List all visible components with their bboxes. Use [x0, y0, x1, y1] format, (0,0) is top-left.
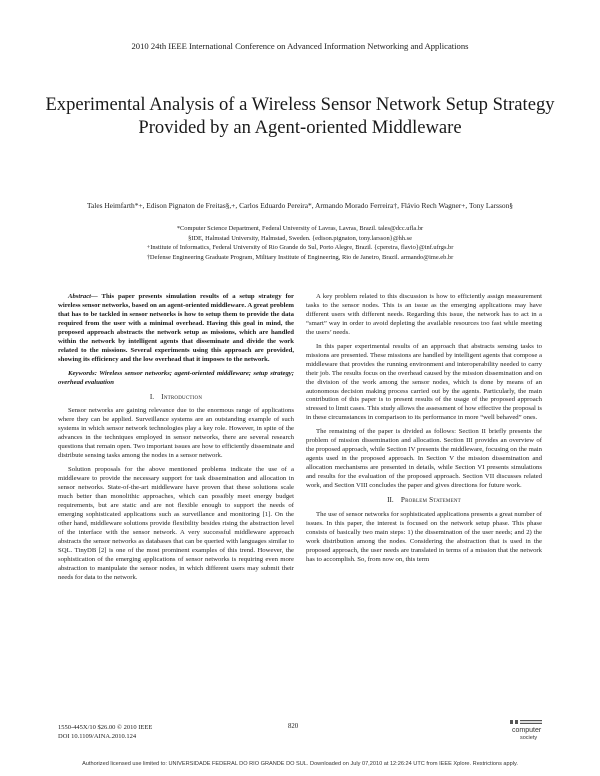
affiliation-line: §IDE, Halmstad University, Halmstad, Sweden. {edison.pignaton, tony.larsson}@hh.se — [188, 234, 412, 242]
section-number: II. — [387, 496, 394, 505]
paragraph: In this paper experimental results of an approach that abstracts sensing tasks to missions are presented. These missions are handled by intelligent agents that compose a middleware that provides the running environment and interoperability needed to carry their job. The results focus on the overhead caused by the mission dissemination and on the division of the work among the sensor nodes, which is done by means of an autonomous decision making process carried out by the agents. Particularly, the main contribution of this paper is to present results of the usage of the proposed approach stressed to limit cases. This study allows the assessment of how effective the proposal is in these circumstances in comparison to its performance in more “well behaved” ones. — [306, 342, 542, 422]
affiliations — [40, 224, 560, 262]
conference-header: 2010 24th IEEE International Conference on Advanced Information Networking and Applications — [131, 41, 469, 51]
paragraph: The remaining of the paper is divided as follows: Section II briefly presents the problem of mission dissemination and allocation. Section III provides an overview of the proposed approach, while Section IV presents the middleware, focusing on the main agents used in the proposed approach. In Section V the mission dissemination and allocation mechanisms are presented in details, while Section VI presents simulations and results for the evaluation of the proposed approach. Section VII discusses related work, and Section VIII concludes the paper and gives directions for future work. — [306, 428, 542, 490]
affiliation-line: +Institute of Informatics, Federal University of Rio Grande do Sul, Porto Alegre, Brazil. {cpereira, flavio}@inf.ufrgs.br — [146, 244, 454, 252]
paragraph: Solution proposals for the above mentioned problems indicate the use of a middleware to provide the necessary support for task dissemination and allocation in sensor networks. State-of-the-art middleware have proven that these solutions scale much better than monolithic approaches, which can possibly meet energy budget requirements, but are static and are not flexible enough to support the needs of emerging sophisticated applications such as surveillance and monitoring [1]. On the other hand, middleware solutions provide flexibility besides rising the abstraction level of the interface with the sensor network. A very successful middleware approach abstracts the sensor networks as databases that can be queried with languages similar to SQL. TinyDB [2] is one of the most prominent examples of this trend. However, the sophistication of the emerging applications of sensor networks is requiring even more abstraction to manipulate the sensor nodes, in which different users may submit their needs for data to the network. — [58, 466, 294, 581]
logo-word: computer — [512, 727, 542, 734]
section-title: Introduction — [161, 392, 203, 401]
abstract — [58, 293, 294, 365]
right-column — [306, 293, 542, 570]
section-number: I. — [149, 392, 155, 401]
paragraph: Sensor networks are gaining relevance due to the enormous range of applications where they can be applied. Surveillance systems are an outstanding example of such systems in which sensor network technologies play a key role. However, in spite of the advances in the techniques employed in sensor networks, there are several research questions that remain open. Two important issues are how to efficiently disseminate and distribute sensing tasks among the nodes in a sensor network. — [58, 407, 294, 460]
author-list: Tales Heimfarth*+, Edison Pignaton de Freitas§,+, Carlos Eduardo Pereira*, Armando Morado Ferreira†, Flávio Rech Wagner+, Tony Larsson§ — [86, 201, 514, 210]
paper-title: Experimental Analysis of a Wireless Sensor Network Setup Strategy Provided by an Agent-oriented Middleware — [45, 94, 555, 138]
section-heading — [306, 496, 542, 505]
abstract-label: Abstract— — [68, 293, 98, 300]
section-heading — [58, 393, 294, 402]
logo-mark-icon — [506, 719, 550, 725]
left-column — [58, 293, 294, 588]
section-title: Problem Statement — [400, 496, 461, 505]
page-number: 820 — [288, 723, 299, 730]
license-notice: Authorized licensed use limited to: UNIVERSIDADE FEDERAL DO RIO GRANDE DO SUL. Downloaded on July 07,2010 at 12:26:24 UTC from IEEE Xplore. Restrictions apply. — [82, 761, 518, 767]
doi-line: DOI 10.1109/AINA.2010.124 — [58, 733, 137, 740]
computer-society-logo — [506, 719, 550, 745]
paragraph: A key problem related to this discussion is how to efficiently assign measurement tasks to the sensor nodes. This is an issue as the emerging applications may have different users with different needs. Regarding this issue, the network has to act in a “smart” way in order to avoid depleting the available resources too fast while meeting the users’ needs. — [306, 293, 542, 336]
logo-society: society — [520, 735, 538, 741]
paragraph: The use of sensor networks for sophisticated applications presents a great number of issues. In this paper, the interest is focused on the network setup phase. This phase consists of basically two main steps: 1) the dissemination of the user needs; and 2) the work distribution among the nodes. Considering the abstraction that is used in the proposed approach, the user needs are translated in terms of a mission that the network has to accomplish. So, from now on, this term — [306, 510, 542, 563]
affiliation-line: *Computer Science Department, Federal University of Lavras, Lavras, Brazil. tales@dcc.ufla.br — [176, 225, 424, 232]
copyright-footer — [58, 723, 152, 741]
affiliation-line: †Defense Engineering Graduate Program, Military Institute of Engineering, Rio de Janeiro, Brazil. armando@ime.eb.br — [146, 253, 454, 261]
issn-line: 1550-445X/10 $26.00 © 2010 IEEE — [58, 724, 153, 731]
keywords: Keywords: Wireless sensor networks; agent-oriented middleware; setup strategy; overhead evaluation — [58, 369, 294, 386]
abstract-text: This paper presents simulation results of a setup strategy for wireless sensor networks, based on an agent-oriented middleware. A great problem that has to be tackled in sensor networks is how to setup them to provide the data required from the user with a minimal overhead. Having this goal in mind, the proposed approach abstracts the network setup as missions, which are handled within the network by intelligent agents that disseminate and divide the work related to the missions. Several experiments using this approach are provided, showing its efficiency and the low overhead that it imposes to the network. — [58, 293, 294, 363]
